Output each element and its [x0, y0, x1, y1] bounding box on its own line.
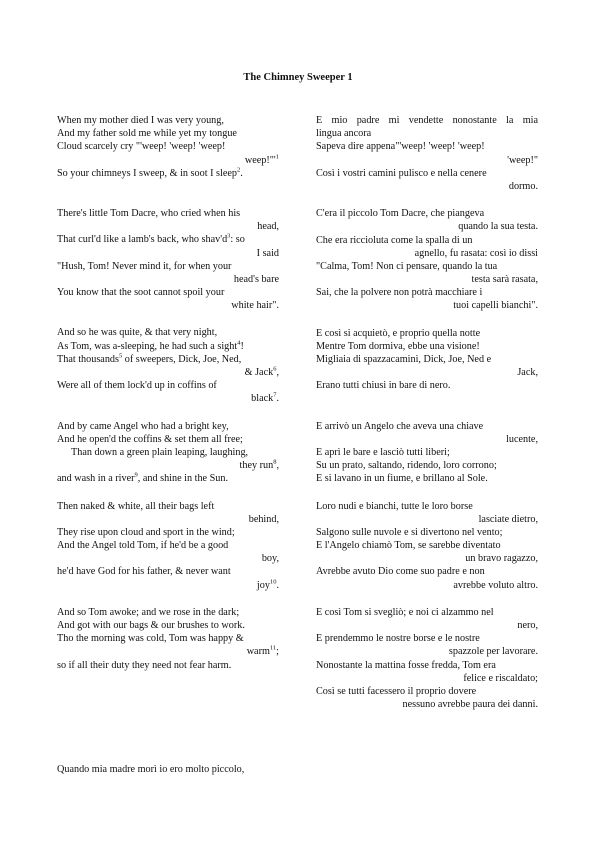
verse-text: And so Tom awoke; and we rose in the dark; [57, 606, 240, 618]
verse-line [57, 220, 279, 233]
verse-line [316, 273, 538, 286]
verse-text: E così si acquietò, e proprio quella notte [316, 327, 481, 339]
verse-line [316, 379, 538, 392]
verse-text: That curl'd like a lamb's back, who shav'd [57, 234, 228, 246]
verse-line [316, 420, 538, 433]
verse-text: Sapeva dire appena"'weep! 'weep! 'weep! [316, 141, 485, 153]
verse-text: "Calma, Tom! Non ci pensare, quando la tua [316, 260, 498, 272]
verse-text: E prendemmo le nostre borse e le nostre [316, 633, 480, 645]
verse-line [57, 366, 279, 379]
verse-text-tail: , and shine in the Sun. [137, 473, 229, 485]
stanza-gap [316, 193, 538, 207]
verse-line [57, 606, 279, 619]
poem-title: The Chimney Sweeper 1 [243, 72, 353, 83]
verse-text: he'd have God for his father, & never want [57, 566, 231, 578]
verse-text: behind, [248, 513, 279, 525]
stanza-gap [57, 180, 279, 207]
verse-text-tail: , [276, 460, 279, 472]
verse-text: E si lavano in un fiume, e brillano al Sole. [316, 473, 488, 485]
verse-text: When my mother died I was very young, [57, 115, 224, 126]
verse-line [57, 500, 279, 513]
verse-text-tail: . [240, 167, 243, 179]
verse-line [57, 299, 279, 312]
verse-text: lasciate dietro, [478, 513, 538, 525]
verse-line [316, 327, 538, 340]
verse-text: agnello, fu rasata: così io dissi [414, 247, 538, 259]
verse-text: Così se tutti facessero il proprio dovere [316, 685, 477, 697]
verse-text: Jack, [517, 367, 538, 379]
verse-text: and wash in a river [57, 473, 135, 485]
verse-line [57, 579, 279, 592]
verse-line [57, 459, 279, 472]
verse-text: Salgono sulle nuvole e si divertono nel vento; [316, 526, 503, 538]
verse-line [316, 698, 538, 711]
verse-text: joy [256, 579, 270, 591]
footnote-marker[interactable]: 3 [227, 232, 231, 240]
verse-line [316, 645, 538, 658]
verse-line [316, 632, 538, 645]
verse-text: E l'Angelo chiamò Tom, se sarebbe diventato [316, 540, 501, 552]
verse-text: tuoi capelli bianchi". [453, 300, 538, 312]
stanza-gap [57, 592, 279, 606]
verse-line [316, 260, 538, 273]
footnote-marker[interactable]: 5 [118, 352, 123, 360]
verse-line [316, 127, 538, 140]
verse-line [316, 247, 538, 260]
verse-line [316, 685, 538, 698]
verse-text: Cloud scarcely cry "'weep! 'weep! 'weep! [57, 141, 226, 153]
verse-text: And my father sold me while yet my tongue [57, 128, 237, 140]
verse-line [316, 180, 538, 193]
verse-text: un bravo ragazzo, [465, 553, 538, 565]
verse-text-tail: : so [230, 234, 245, 246]
verse-text: so if all their duty they need not fear harm. [57, 659, 232, 671]
verse-text: E arrivò un Angelo che aveva una chiave [316, 420, 484, 432]
verse-line [316, 500, 538, 513]
footnote-marker[interactable]: 6 [273, 365, 277, 373]
verse-line [57, 273, 279, 286]
verse-text: Così i vostri camini pulisco e nella cenere [316, 167, 487, 179]
verse-text-tail: ; [276, 646, 279, 658]
stanza-gap [316, 393, 538, 420]
verse-text: That thousands [57, 353, 119, 365]
verse-text: E aprì le bare e lasciò tutti liberi; [316, 446, 450, 458]
italian-continuation-line: Quando mia madre morì io ero molto piccolo, [57, 764, 245, 775]
verse-text: And by came Angel who had a bright key, [57, 420, 229, 432]
verse-text: And got with our bags & our brushes to work. [57, 620, 245, 631]
footnote-marker[interactable]: 8 [273, 458, 277, 466]
verse-line [57, 446, 279, 459]
verse-text: Tho the morning was cold, Tom was happy & [57, 633, 244, 645]
verse-line [57, 247, 279, 260]
verse-line [57, 472, 279, 485]
verse-text: Migliaia di spazzacamini, Dick, Joe, Ned e [316, 354, 492, 365]
verse-line [57, 526, 279, 539]
verse-text: white hair". [231, 300, 279, 312]
footnote-marker[interactable]: 11 [269, 644, 277, 652]
verse-text: There's little Tom Dacre, who cried when his [57, 207, 241, 219]
verse-text: C'era il piccolo Tom Dacre, che piangeva [316, 208, 485, 220]
verse-text: 'weep!" [507, 154, 538, 166]
verse-line [57, 154, 279, 167]
verse-line [57, 539, 279, 552]
footnote-marker[interactable]: 4 [237, 339, 241, 347]
verse-text: And the Angel told Tom, if he'd be a good [57, 540, 229, 552]
footnote-marker[interactable]: 1 [275, 153, 279, 161]
verse-text: Nonostante la mattina fosse fredda, Tom era [316, 659, 496, 671]
verse-line [57, 207, 279, 220]
verse-line [316, 513, 538, 526]
verse-line [316, 565, 538, 578]
verse-text: They rise upon cloud and sport in the wind; [57, 526, 235, 538]
verse-line [316, 472, 538, 485]
verse-line [57, 433, 279, 446]
stanza-gap [57, 312, 279, 326]
stanza-gap [57, 486, 279, 500]
verse-line [57, 645, 279, 658]
stanza-gap [57, 406, 279, 420]
verse-text: And he open'd the coffins & set them all free; [57, 433, 243, 445]
verse-line [57, 260, 279, 273]
verse-text: head, [257, 221, 279, 233]
verse-line [316, 207, 538, 220]
verse-line [57, 420, 279, 433]
verse-text: warm [246, 646, 270, 658]
verse-line [316, 659, 538, 672]
verse-line [316, 299, 538, 312]
verse-text: Were all of them lock'd up in coffins of [57, 380, 217, 392]
verse-text: You know that the soot cannot spoil your [57, 287, 225, 299]
verse-line [57, 513, 279, 526]
english-text-column [57, 114, 279, 672]
verse-text-tail: , [276, 367, 279, 378]
verse-text: Sai, che la polvere non potrà macchiare i [316, 287, 483, 299]
verse-line [316, 433, 538, 446]
verse-line [57, 552, 279, 565]
verse-text: E così Tom si svegliò; e noi ci alzammo nel [316, 606, 494, 618]
verse-text: quando la sua testa. [458, 221, 538, 233]
verse-text: black [251, 393, 274, 405]
verse-line [57, 233, 279, 246]
verse-line [57, 659, 279, 672]
verse-line [57, 565, 279, 578]
stanza-gap [316, 486, 538, 500]
stanza-gap [316, 313, 538, 327]
verse-line [57, 127, 279, 140]
verse-text: Erano tutti chiusi in bare di nero. [316, 380, 451, 392]
footnote-marker[interactable]: 9 [134, 471, 138, 479]
verse-text: avrebbe voluto altro. [453, 579, 538, 591]
verse-text: nessuno avrebbe paura dei danni. [402, 699, 538, 711]
verse-text: Che era riccioluta come la spalla di un [316, 234, 473, 246]
italian-translation-column [316, 114, 538, 711]
verse-line [316, 459, 538, 472]
verse-text: spazzole per lavorare. [448, 646, 538, 658]
verse-line [316, 286, 538, 299]
verse-text-tail: of sweepers, Dick, Joe, Ned, [122, 353, 242, 365]
verse-text: Avrebbe avuto Dio come suo padre e non [316, 566, 485, 578]
verse-line [57, 353, 279, 366]
verse-line [57, 619, 279, 632]
verse-text: nero, [517, 620, 538, 631]
verse-line [57, 286, 279, 299]
verse-text: Loro nudi e bianchi, tutte le loro borse [316, 500, 473, 512]
verse-text: weep!"' [244, 154, 276, 166]
verse-text: testa sarà rasata, [471, 274, 538, 286]
verse-line [316, 552, 538, 565]
verse-line [57, 340, 279, 353]
verse-line [57, 114, 279, 127]
verse-line [316, 140, 538, 153]
verse-line [57, 326, 279, 339]
verse-text: Then naked & white, all their bags left [57, 500, 215, 512]
verse-text: Mentre Tom dormiva, ebbe una visione! [316, 340, 480, 352]
verse-line [316, 539, 538, 552]
verse-text-tail: . [276, 579, 279, 591]
stanza-gap [316, 592, 538, 606]
verse-line [316, 220, 538, 233]
verse-line [316, 366, 538, 379]
verse-line [316, 114, 538, 127]
verse-line [316, 672, 538, 685]
verse-line [316, 579, 538, 592]
verse-line [316, 619, 538, 632]
verse-text: lingua ancora [316, 128, 372, 140]
verse-text: they run [239, 460, 274, 472]
verse-text-tail: ! [240, 340, 244, 352]
verse-line [316, 353, 538, 366]
verse-text: head's bare [233, 273, 279, 285]
verse-text: "Hush, Tom! Never mind it, for when your [57, 260, 232, 272]
verse-text-tail: . [276, 393, 279, 405]
verse-line [57, 167, 279, 180]
verse-text: I said [256, 247, 279, 259]
verse-text: As Tom, was a-sleeping, he had such a sight [57, 340, 238, 352]
verse-line [57, 140, 279, 153]
footnote-marker[interactable]: 7 [273, 391, 277, 399]
verse-text: dormo. [508, 180, 538, 192]
verse-line [57, 379, 279, 392]
verse-text: boy, [261, 553, 279, 565]
verse-line [316, 154, 538, 167]
verse-line [316, 446, 538, 459]
verse-text: So your chimneys I sweep, & in soot I sleep [57, 167, 237, 179]
footnote-marker[interactable]: 10 [269, 578, 277, 586]
footnote-marker[interactable]: 2 [236, 166, 241, 174]
verse-line [316, 526, 538, 539]
verse-line [316, 606, 538, 619]
verse-text: Than down a green plain leaping, laughing, [71, 446, 249, 458]
verse-text: lucente, [506, 433, 538, 445]
verse-text: Su un prato, saltando, ridendo, loro corrono; [316, 460, 497, 472]
verse-text: E mio padre mi vendette nonostante la mia [316, 115, 538, 126]
verse-line [57, 632, 279, 645]
verse-line [316, 167, 538, 180]
verse-line [316, 340, 538, 353]
verse-text: felice e riscaldato; [463, 672, 538, 684]
verse-text: & Jack [244, 367, 274, 378]
verse-line [57, 392, 279, 405]
verse-text: And so he was quite, & that very night, [57, 327, 218, 339]
verse-line [316, 234, 538, 247]
